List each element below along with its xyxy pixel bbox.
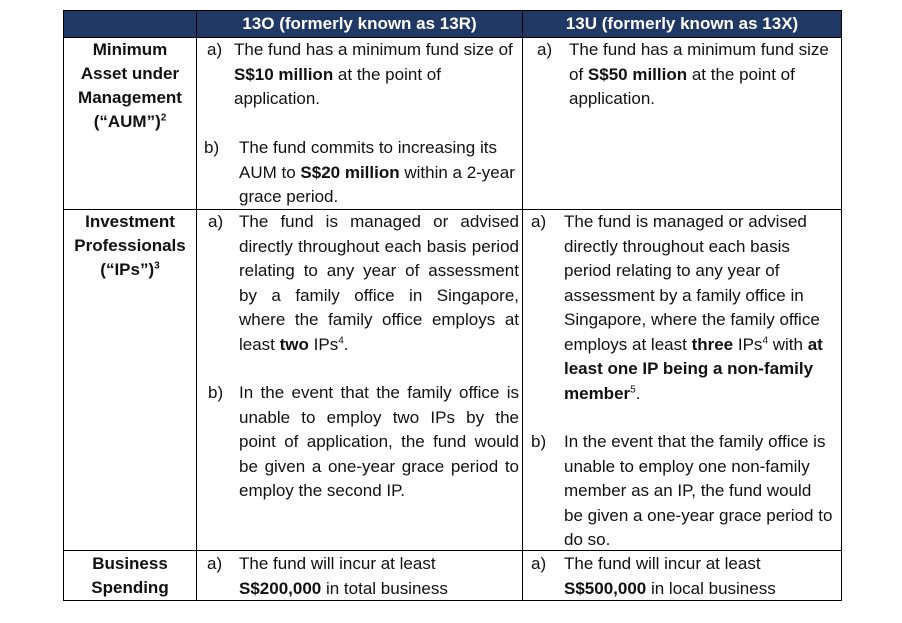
row-label-ips	[64, 210, 196, 282]
item-text: In the event that the family office is unable to employ one non-family member as an IP, the fund would be given a one-year grace period to do so.	[564, 432, 833, 549]
row-label-line: Asset under	[80, 64, 180, 83]
row-label-line: Business	[92, 554, 168, 573]
item-text: The fund will incur at least S$500,000 in local business	[564, 554, 776, 598]
row-label-line: (“AUM”)$^2$	[93, 112, 167, 131]
header-13u: 13U (formerly known as 13X)	[523, 11, 841, 37]
row-label-line: (“IPs”)$^3$	[100, 260, 160, 279]
row-label-line: Spending	[91, 578, 169, 597]
footnote-ref: 4	[338, 334, 344, 346]
item-text: The fund is managed or advised directly throughout each basis period relating to any year of assessment by a family office in Singapore, where the family office employs at least two IPs$^4$.	[239, 212, 519, 354]
item-text: The fund will incur at least S$200,000 in total business	[239, 554, 448, 598]
footnote-ref: 2	[160, 112, 167, 124]
row-label-line: Management	[78, 88, 182, 107]
row-label-line: Minimum	[92, 40, 168, 59]
item-letter: a)	[208, 212, 224, 231]
item-text: The fund has a minimum fund size of S$10 million at the point of application.	[234, 40, 513, 108]
item-text: The fund commits to increasing its AUM to S$20 million within a 2-year grace period.	[239, 138, 515, 206]
column-divider	[196, 11, 197, 600]
item-letter: b)	[531, 432, 547, 451]
item-letter: b)	[208, 383, 224, 402]
row-label-line: Investment	[85, 212, 175, 231]
item-letter: a)	[537, 40, 553, 59]
column-divider	[522, 11, 523, 600]
item-letter: a)	[207, 554, 223, 573]
row-label-aum	[64, 38, 196, 134]
row-label-spending	[64, 552, 196, 600]
footnote-ref: 5	[630, 383, 636, 395]
item-text: The fund is managed or advised directly throughout each basis period relating to any year of assessment by a family office in Singapore, where the family office employs at least three IPs$^4$ with at least one IP being a non-family member$^5$.	[564, 212, 823, 403]
item-text: In the event that the family office is unable to employ two IPs by the point of application, the fund would be given a one-year grace period to employ the second IP.	[239, 383, 519, 500]
item-letter: a)	[207, 40, 223, 59]
item-letter: a)	[531, 212, 547, 231]
item-letter: b)	[204, 138, 220, 157]
footnote-ref: 3	[154, 260, 160, 272]
row-label-line: Professionals	[74, 236, 186, 255]
header-empty-cell	[64, 11, 196, 37]
header-13o: 13O (formerly known as 13R)	[197, 11, 522, 37]
item-text: The fund has a minimum fund size of S$50 million at the point of application.	[569, 40, 829, 108]
item-letter: a)	[531, 554, 547, 573]
footnote-ref: 4	[762, 334, 768, 346]
criteria-table	[63, 10, 842, 601]
